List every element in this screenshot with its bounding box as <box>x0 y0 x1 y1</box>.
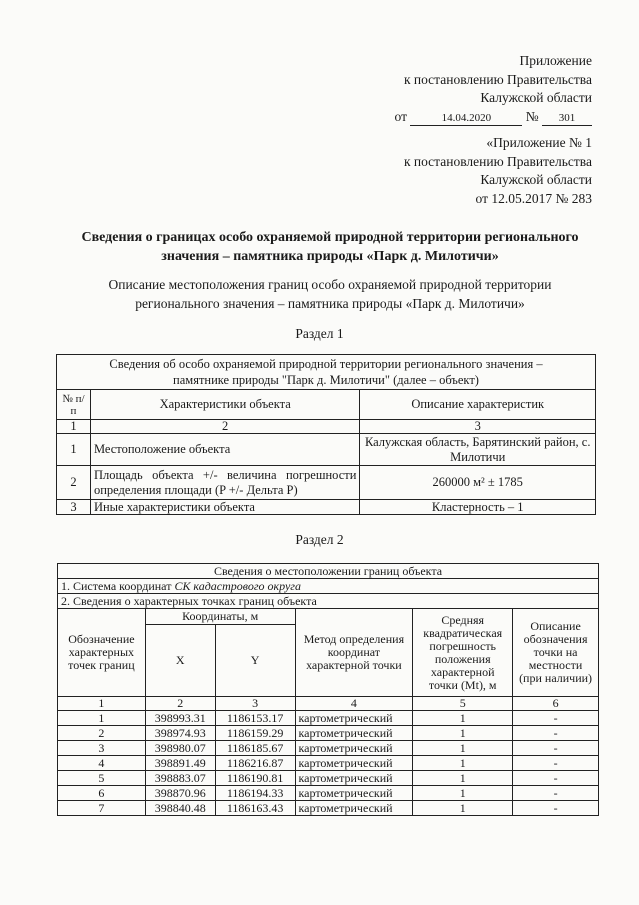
colnum-4: 4 <box>295 697 413 711</box>
point-id: 2 <box>58 726 146 741</box>
header-error: Средняя квадратическая погрешность положения характерной точки (Mt), м <box>413 609 513 697</box>
row-desc: 260000 м² ± 1785 <box>360 466 596 500</box>
header-y: Y <box>215 625 295 697</box>
coord-x: 398891.49 <box>145 756 215 771</box>
table-row <box>58 786 599 801</box>
appendix-header-2 <box>404 134 592 208</box>
date-line-2: от 12.05.2017 № 283 <box>475 190 592 206</box>
date-line <box>395 108 593 127</box>
subtitle-line-1: Описание местоположения границ особо охраняемой природной территории <box>108 277 552 292</box>
coord-x: 398870.96 <box>145 786 215 801</box>
row-name: Площадь объекта +/- величина погрешности определения площади (P +/- Дельта P) <box>90 466 359 500</box>
header-coords: Координаты, м <box>145 609 295 625</box>
point-id: 1 <box>58 711 146 726</box>
section1-caption-line-2: памятнике природы "Парк д. Милотичи" (далее – объект) <box>173 373 479 387</box>
colnum-3: 3 <box>215 697 295 711</box>
coord-y: 1186185.67 <box>215 741 295 756</box>
header-description: Описание характеристик <box>360 390 596 420</box>
header-x: X <box>145 625 215 697</box>
table-row <box>58 726 599 741</box>
subtitle-line-2: регионального значения – памятника природы «Парк д. Милотичи» <box>135 295 525 311</box>
method: картометрический <box>295 726 413 741</box>
row-name: Местоположение объекта <box>90 434 359 466</box>
header-characteristics: Характеристики объекта <box>90 390 359 420</box>
point-desc: - <box>513 771 599 786</box>
region: Калужской области <box>480 90 592 105</box>
number-field: 301 <box>542 111 592 126</box>
coord-x: 398840.48 <box>145 801 215 816</box>
appendix-label-2: «Приложение № 1 <box>486 135 592 150</box>
number-sign: № <box>525 108 539 124</box>
colnum-1: 1 <box>57 420 91 434</box>
header-method: Метод определения координат характерной точки <box>295 609 413 697</box>
method: картометрический <box>295 801 413 816</box>
points-body <box>58 711 599 816</box>
header-number: № п/п <box>57 390 91 420</box>
method: картометрический <box>295 786 413 801</box>
error: 1 <box>413 711 513 726</box>
error: 1 <box>413 786 513 801</box>
coord-y: 1186163.43 <box>215 801 295 816</box>
table-row <box>58 771 599 786</box>
colnum-3: 3 <box>360 420 596 434</box>
point-id: 4 <box>58 756 146 771</box>
error: 1 <box>413 756 513 771</box>
title-line-1: Сведения о границах особо охраняемой природной территории регионального <box>81 230 579 245</box>
point-desc: - <box>513 786 599 801</box>
row-name: Иные характеристики объекта <box>90 500 359 515</box>
coord-x: 398883.07 <box>145 771 215 786</box>
row-desc: Кластерность – 1 <box>360 500 596 515</box>
section1-caption <box>57 355 596 390</box>
section2-label: Раздел 2 <box>295 532 344 547</box>
section2-caption-row <box>58 564 599 579</box>
to-resolution-2: к постановлению Правительства <box>403 153 592 169</box>
coord-x: 398980.07 <box>145 741 215 756</box>
method: картометрический <box>295 771 413 786</box>
section1-caption-row <box>57 355 596 390</box>
table-row <box>58 801 599 816</box>
point-id: 6 <box>58 786 146 801</box>
to-resolution: к постановлению Правительства <box>403 71 592 87</box>
header-point: Обозначение характерных точек границ <box>58 609 146 697</box>
coord-system <box>58 579 599 594</box>
table-row <box>57 466 596 500</box>
point-id: 5 <box>58 771 146 786</box>
method: картометрический <box>295 756 413 771</box>
table-row <box>57 434 596 466</box>
coord-y: 1186190.81 <box>215 771 295 786</box>
section1-colnum-row <box>57 420 596 434</box>
header-desc: Описание обозначения точки на местности (при наличии) <box>513 609 599 697</box>
title-line-2: значения – памятника природы «Парк д. Милотичи» <box>161 249 499 264</box>
table-row <box>58 711 599 726</box>
point-id: 7 <box>58 801 146 816</box>
point-id: 3 <box>58 741 146 756</box>
section1-label: Раздел 1 <box>295 326 344 341</box>
error: 1 <box>413 741 513 756</box>
colnum-1: 1 <box>58 697 146 711</box>
point-desc: - <box>513 726 599 741</box>
points-info: 2. Сведения о характерных точках границ объекта <box>58 594 599 609</box>
coord-x: 398993.31 <box>145 711 215 726</box>
colnum-2: 2 <box>145 697 215 711</box>
coord-y: 1186216.87 <box>215 756 295 771</box>
coord-y: 1186153.17 <box>215 711 295 726</box>
error: 1 <box>413 771 513 786</box>
colnum-5: 5 <box>413 697 513 711</box>
point-desc: - <box>513 801 599 816</box>
table-row <box>57 500 596 515</box>
appendix-header <box>395 52 593 126</box>
table-row <box>58 756 599 771</box>
row-number: 2 <box>57 466 91 500</box>
section2-header-row <box>58 609 599 625</box>
date-field: 14.04.2020 <box>410 111 522 126</box>
error: 1 <box>413 801 513 816</box>
table-row <box>58 741 599 756</box>
appendix-label: Приложение <box>519 53 592 68</box>
point-desc: - <box>513 741 599 756</box>
section2-caption: Сведения о местоположении границ объекта <box>58 564 599 579</box>
section2-colnum-row <box>58 697 599 711</box>
document-title <box>40 228 620 266</box>
colnum-6: 6 <box>513 697 599 711</box>
error: 1 <box>413 726 513 741</box>
coord-x: 398974.93 <box>145 726 215 741</box>
section1-header-row <box>57 390 596 420</box>
coord-system-text: 1. Система координат СК кадастрового округа <box>61 578 301 593</box>
document-subtitle <box>40 276 620 313</box>
section2-table <box>57 563 599 816</box>
row-number: 3 <box>57 500 91 515</box>
section1-caption-line-1: Сведения об особо охраняемой природной территории регионального значения – <box>109 357 543 371</box>
section1-table <box>56 354 596 515</box>
points-info-row <box>58 594 599 609</box>
coord-system-row <box>58 579 599 594</box>
coord-y: 1186159.29 <box>215 726 295 741</box>
coord-y: 1186194.33 <box>215 786 295 801</box>
method: картометрический <box>295 711 413 726</box>
from-label: от <box>394 108 407 124</box>
row-desc: Калужская область, Барятинский район, с. Милотичи <box>360 434 596 466</box>
region-2: Калужской области <box>480 172 592 187</box>
method: картометрический <box>295 741 413 756</box>
point-desc: - <box>513 711 599 726</box>
colnum-2: 2 <box>90 420 359 434</box>
point-desc: - <box>513 756 599 771</box>
row-number: 1 <box>57 434 91 466</box>
